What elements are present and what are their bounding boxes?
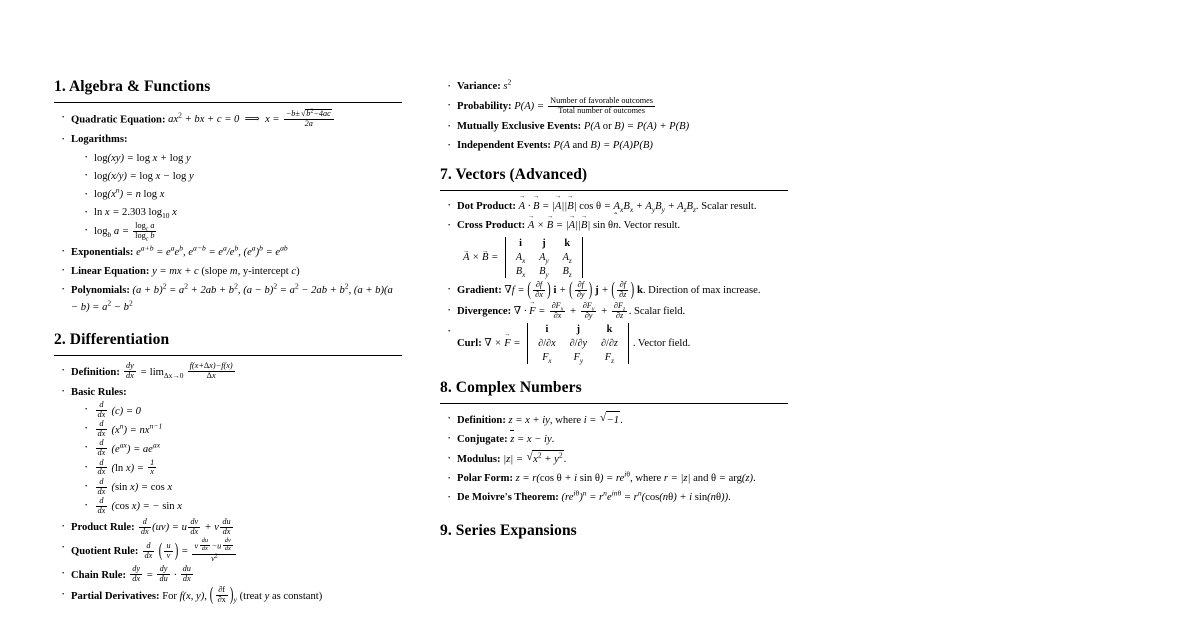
section-divider [440,190,788,191]
section-complex-numbers [440,379,788,506]
formula-note: (slope m, y-intercept c) [201,265,300,277]
formula-label: Basic Rules: [71,386,127,398]
formula-body: P(A and B) = P(A)P(B) [553,140,653,152]
list-item-quadratic [60,110,402,130]
formula-label: Modulus: [457,454,501,466]
formula-body: z = x + iy [508,414,550,426]
formula-body: $(a + b)^2 = a^2 + 2ab + b^2$, $(a - b)^2 = a^2 - 2ab + b^2$, $(a + b)(a - b) = a^2 - b^2$ [71,281,393,314]
sublist-item: · $\log_b a$ = $\frac{\log_c a}{\log_c b}$ [83,222,402,241]
formula-label: Mutually Exclusive Events: [457,121,582,132]
formula-body: $(re^{i\theta})^n = r^ne^{in\theta} = r^n(\cos(n\theta) + i$ sin(nθ)) [561,488,729,504]
section-vectors [440,166,788,364]
sublist-item: · $\frac{d}{dx}$ (sin x) = cos x [83,478,402,497]
formula-body: |z| = √ $x^2 + y^2$ [503,454,563,465]
sublist-item: · ln x = 2.303 $\log_{10} x$ [83,204,402,222]
sublist-item: · log(x/y) = log x − log y [83,168,402,186]
formula-label: Chain Rule: [71,569,127,581]
curl-determinant-matrix: i j k ∂/∂x ∂/∂y ∂/∂z $F_x$ $F_y$ $F_z$ [524,323,632,364]
list-item-curl [446,323,788,364]
formula-note: . Vector field. [632,338,691,350]
formula-body: $\frac{d}{dx}$ (uv) = u $\frac{dv}{dx}$ + v $\frac{du}{dx}$ [140,516,231,536]
sublist-item: · log(xy) = log x + log y [83,150,402,168]
formula-body: $\frac{d}{dx}$ ( $\frac{u}{v}$ ) = v $\frac{du}{dx}$ −u $\frac{dv}{dx}$ $v^2$ [141,546,238,557]
list-item-product-rule [60,518,402,537]
cross-product-determinant: A → × B → = i j k $A_x$ $A_y$ $A_z$ $B_x$ $B_y$ $B_z$ [463,237,788,278]
formula-label: Exponentials: [71,246,134,258]
section-heading-algebra: 1. Algebra & Functions [54,78,211,95]
formula-label: Linear Equation: [71,265,150,277]
list-item-gradient [446,281,788,300]
section-divider [440,403,788,404]
formula-label: Partial Derivatives: [71,590,160,602]
change-of-base-fraction: $\frac{\log_c a}{\log_c b}$ [135,220,155,243]
list-item-definition [60,363,402,382]
list-item-basic-rules [60,384,402,517]
probability-numerator: Number of favorable outcomes [550,95,654,105]
formula-label: Product Rule: [71,522,135,534]
formula-label: Gradient: [457,285,502,297]
formula-label: Conjugate: [457,433,508,445]
formula-body: $\frac{dy}{dx}$ = $\frac{dy}{du}$ · $\frac{du}{dx}$ [132,564,191,584]
formula-list-vectors [440,198,788,364]
formula-label: Probability: [457,101,512,113]
section-divider [54,102,402,103]
formula-body: For f(x, y), ( $\frac{\partial f}{\partial x}$ ) $_y$ (treat y as constant) [162,591,322,602]
formula-body: y = mx + c [152,265,202,277]
section-divider [54,355,402,356]
formula-body: A → × B → = |A →||B →| sin θn ̂ [528,220,619,231]
section-heading-series: 9. Series Expansions [440,521,577,539]
list-item-logarithms [60,131,402,241]
formula-label: Divergence: [457,306,512,318]
sublist-logarithms [71,150,402,242]
formula-label: Independent Events: [457,140,551,152]
list-item-variance [446,78,788,95]
sublist-item: · $\frac{d}{dx}$ (c) = 0 [83,402,402,421]
quadratic-fraction: $\frac{-b\pm √ b^2-4ac}{2a}$ [284,109,334,129]
formula-body: ∇ × F → = i j k ∂/∂x ∂/∂y ∂/∂z $F_x$ $F_y$ $F_z$ [484,338,632,349]
formula-body: $s^2$ [503,77,512,92]
sublist-item: · $\frac{d}{dx}$ (cos x) = − sin x [83,497,402,516]
section-algebra [54,78,402,316]
formula-list-complex [440,411,788,507]
formula-note: . Scalar result. [695,200,757,212]
formula-note: . Direction of max increase. [642,285,761,297]
formula-label: Quadratic Equation: [71,113,166,125]
section-statistics-continued [440,78,788,154]
list-item-quotient-rule [60,539,402,564]
formula-body: $e^{a+b} = e^ae^b$, $e^{a-b} = e^a/e^b$, $(e^a)^b = e^{ab}$ [136,243,288,258]
probability-fraction [548,97,655,116]
formula-label: Cross Product: [457,220,526,232]
list-item-cn-definition: · Definition: z = x + iy, where i = √ −1. [446,411,788,429]
formula-label: Quotient Rule: [71,545,139,557]
probability-denominator: Total number of outcomes [558,105,645,115]
formula-body: z = r(cos θ + i $\sin \theta) = re^{i\theta}$ [515,469,631,485]
formula-body: $ax^2$ + bx + c = 0 ⟹ x = $\frac{-b\pm √ b^2-4ac}{2a}$ [168,114,335,125]
formula-label: Definition: [71,366,120,378]
formula-body: A → · B → = |A →||B →| $\cos \theta = A_xB_x + A_yB_y + A_zB_z$ [519,201,696,212]
formula-body: P(A) = $\frac{\text{Number of favorable outcomes}}{\text{Total number of outcomes}}$ [514,95,654,115]
list-item-exponentials [60,244,402,261]
list-item-divergence [446,302,788,321]
formula-body: z = x − iy [510,434,551,445]
list-item-independent [446,137,788,154]
formula-body: ∇f = ( $\frac{\partial f}{\partial x}$ ) i + ( $\frac{\partial f}{\partial y}$ ) j + ( $\frac{\partial f}{\partial z}$ ) k [504,285,642,296]
sublist-item: · $\log(x^n) = n$ log x [83,186,402,204]
formula-body: $\frac{dy}{dx}$ = $\lim_{\Delta x\to 0}$ $\frac{f(x+\Delta x)-f(x)}{\Delta x}$ [126,361,233,381]
formula-label: Definition: [457,414,506,426]
section-heading-vectors: 7. Vectors (Advanced) [440,166,588,184]
left-column [54,78,402,621]
list-item-partial-derivatives [60,587,402,606]
right-column [440,78,788,621]
formula-list-algebra [54,110,402,317]
formula-label: Polynomials: [71,284,130,296]
sublist-item: · $\frac{d}{dx}$ $(x^n) = nx^{n-1}$ [83,421,402,440]
formula-body: P(A or B) = P(A) + P(B) [583,121,690,132]
list-item-linear [60,263,402,280]
formula-label: Dot Product: [457,200,516,212]
determinant-matrix: i j k $A_x$ $A_y$ $A_z$ $B_x$ $B_y$ $B_z$ [502,237,586,278]
formula-list-differentiation [54,363,402,606]
section-heading-complex: 8. Complex Numbers [440,379,582,397]
list-item-modulus: · Modulus: |z| = √ $x^2 + y^2$. [446,450,788,468]
list-item-mutually-exclusive [446,118,788,135]
list-item-dot-product [446,198,788,215]
formula-list-statistics [440,78,788,154]
list-item-polynomials [60,282,402,316]
two-column-layout [54,78,1137,621]
section-heading-differentiation: 2. Differentiation [54,331,170,349]
list-item-polar-form: · Polar Form: z = r(cos θ + i $\sin \theta) = re^{i\theta}$, where r = |z| and θ = arg(z). [446,470,788,487]
sublist-item: · $\frac{d}{dx}$ $(e^{ax}) = ae^{ax}$ [83,440,402,459]
formula-body: ∇ · F → = $\frac{\partial F_x}{\partial x}$ + $\frac{\partial F_y}{\partial y}$ + $\frac{\partial F_z}{\partial z}$ [514,306,629,317]
section-differentiation [54,331,402,605]
formula-label: Logarithms: [71,134,128,146]
formula-label: De Moivre's Theorem: [457,492,559,504]
formula-note: . Scalar field. [628,306,686,318]
formula-note: . Vector result. [618,220,681,232]
formula-label: Curl: [457,338,482,350]
formula-label: Polar Form: [457,473,513,485]
formula-label: Variance: [457,81,501,92]
sublist-item: · $\frac{d}{dx}$ (ln x) = $\frac{1}{x}$ [83,459,402,478]
list-item-de-moivre: · De Moivre's Theorem: $(re^{i\theta})^n = r^ne^{in\theta} = r^n(\cos(n\theta) + i$ sin(nθ)). [446,489,788,506]
list-item-probability [446,97,788,116]
list-item-cross-product [446,217,788,278]
section-series-expansions [440,522,788,541]
list-item-conjugate: · Conjugate: z = x − iy. [446,431,788,448]
sublist-basic-rules [71,402,402,516]
